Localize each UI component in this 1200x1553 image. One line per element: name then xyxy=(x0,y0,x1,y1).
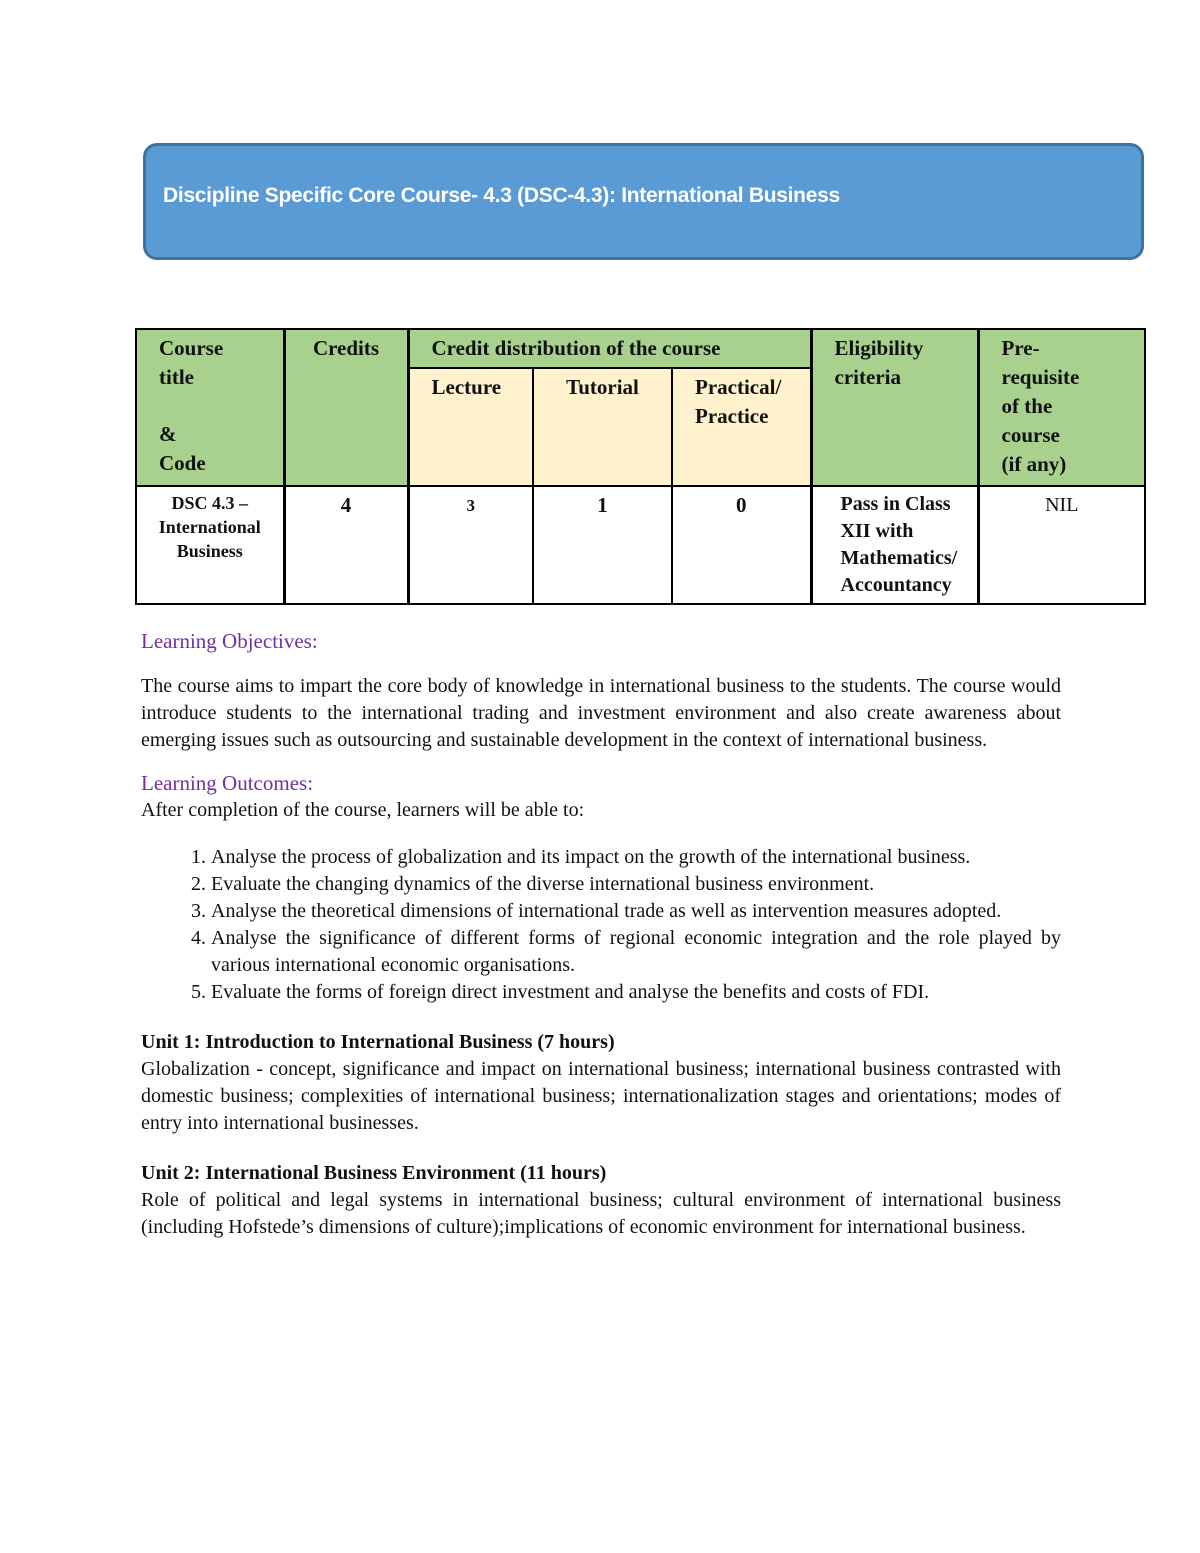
header-text: Practical/ xyxy=(695,375,782,399)
cell-text: Mathematics/ xyxy=(840,547,958,569)
cell-text: Accountancy xyxy=(840,574,952,596)
header-text: Eligibility xyxy=(834,336,924,360)
header-text: Practice xyxy=(695,404,769,428)
cell-lecture: 3 xyxy=(408,486,533,604)
list-item: 2. Evaluate the changing dynamics of the diverse international business environment. xyxy=(211,871,1061,898)
header-text: of the xyxy=(1001,394,1053,418)
header-text: course xyxy=(1001,423,1060,447)
header-lecture: Lecture xyxy=(408,368,533,486)
cell-practical: 0 xyxy=(672,486,811,604)
cell-text: International xyxy=(158,517,261,537)
learning-outcomes-intro: After completion of the course, learners will be able to: xyxy=(141,799,585,821)
list-item: 1. Analyse the process of globalization and its impact on the growth of the international business. xyxy=(211,844,1061,871)
course-row xyxy=(136,486,1145,604)
unit-title: : Introduction to International Business (7 hours) xyxy=(193,1031,615,1053)
header-course-title xyxy=(136,329,284,486)
cell-prerequisite: NIL xyxy=(978,486,1145,604)
unit-title: : International Business Environment (11 hours) xyxy=(193,1162,607,1184)
header-text: Code xyxy=(159,451,206,475)
course-details-table xyxy=(135,328,1146,605)
learning-objectives-heading: Learning Objectives: xyxy=(141,629,318,653)
cell-text: Business xyxy=(176,541,243,561)
cell-text: Pass in Class xyxy=(840,493,951,515)
learning-outcomes-list xyxy=(141,844,1061,1006)
list-item: 3. Analyse the theoretical dimensions of international trade as well as intervention measures adopted. xyxy=(211,898,1061,925)
header-text: title xyxy=(159,365,194,389)
cell-text: XII with xyxy=(840,520,914,542)
unit-1-heading xyxy=(141,1029,1061,1056)
syllabus-body xyxy=(141,628,1061,1241)
header-text: criteria xyxy=(834,365,901,389)
header-eligibility xyxy=(811,329,978,486)
header-text: & xyxy=(159,422,177,446)
unit-2-content: Role of political and legal systems in international business; cultural environment of international business (including Hofstede’s dimensions of culture);implications of economic environment for international business. xyxy=(141,1189,1061,1238)
header-text: requisite xyxy=(1001,365,1080,389)
header-tutorial: Tutorial xyxy=(533,368,672,486)
course-title: Discipline Specific Core Course- 4.3 (DSC-4.3): International Business xyxy=(163,184,840,207)
unit-label: Unit 2 xyxy=(141,1162,194,1184)
unit-label: Unit 1 xyxy=(141,1031,194,1053)
unit-2-heading xyxy=(141,1160,1061,1187)
learning-outcomes-heading: Learning Outcomes: xyxy=(141,771,314,795)
cell-eligibility xyxy=(811,486,978,604)
list-item: 5. Evaluate the forms of foreign direct investment and analyse the benefits and costs of FDI. xyxy=(211,979,1061,1006)
learning-objectives-text: The course aims to impart the core body of knowledge in international business to the students. The course would introduce students to the international trading and investment environment and also create awareness about emerging issues such as outsourcing and sustainable development in the context of international business. xyxy=(141,675,1061,751)
cell-text: DSC 4.3 – xyxy=(171,493,248,513)
header-text: (if any) xyxy=(1001,452,1067,476)
header-text: Course xyxy=(159,336,224,360)
cell-tutorial: 1 xyxy=(533,486,672,604)
list-item: 4. Analyse the significance of different forms of regional economic integration and the role played by various international economic organisations. xyxy=(211,925,1061,979)
header-text: Pre- xyxy=(1001,336,1040,360)
cell-credits: 4 xyxy=(284,486,408,604)
unit-1-content: Globalization - concept, significance and impact on international business; international business contrasted with domestic business; complexities of international business; internationalization stages and orientations; modes of entry into international businesses. xyxy=(141,1058,1061,1134)
header-prerequisite xyxy=(978,329,1145,486)
header-credit-distribution: Credit distribution of the course xyxy=(408,329,811,368)
header-practical xyxy=(672,368,811,486)
header-credits: Credits xyxy=(284,329,408,486)
course-title-banner xyxy=(143,143,1144,260)
cell-course-code xyxy=(136,486,284,604)
